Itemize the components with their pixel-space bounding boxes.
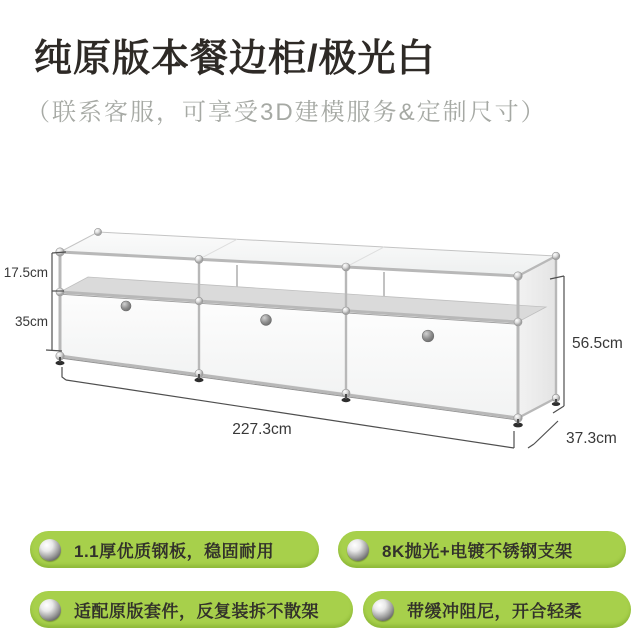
feature-label: 8K抛光+电镀不锈钢支架 [382,542,573,561]
feature-label: 带缓冲阻尼，开合轻柔 [407,602,582,621]
feature-badge-polish-frame [338,531,626,568]
chrome-ball-icon [39,599,61,621]
chrome-ball-icon [39,539,61,561]
dim-total-height-label: 56.5cm [572,335,623,352]
feature-badge-soft-damper [363,591,631,628]
dim-shelf-height-label: 17.5cm [3,265,48,280]
product-title: 纯原版本餐边柜/极光白 [34,38,436,80]
feature-label: 适配原版套件，反复装拆不散架 [74,602,319,621]
feature-badge-steel-plate [30,531,319,568]
cabinet-illustration [56,228,561,427]
product-subtitle: （联系客服，可享受3D建模服务&定制尺寸） [26,99,547,126]
chrome-ball-icon [347,539,369,561]
dim-total-width-label: 227.3cm [232,421,292,438]
feature-badge-original-parts [30,591,353,628]
cabinet-end-panel [518,256,556,418]
feature-label: 1.1厚优质钢板，稳固耐用 [74,542,275,561]
dim-depth-label: 37.3cm [566,430,617,447]
chrome-ball-icon [372,599,394,621]
dim-door-height-label: 35cm [14,314,48,329]
cabinet-top-surface [60,232,556,276]
cabinet-door-right [346,311,518,418]
